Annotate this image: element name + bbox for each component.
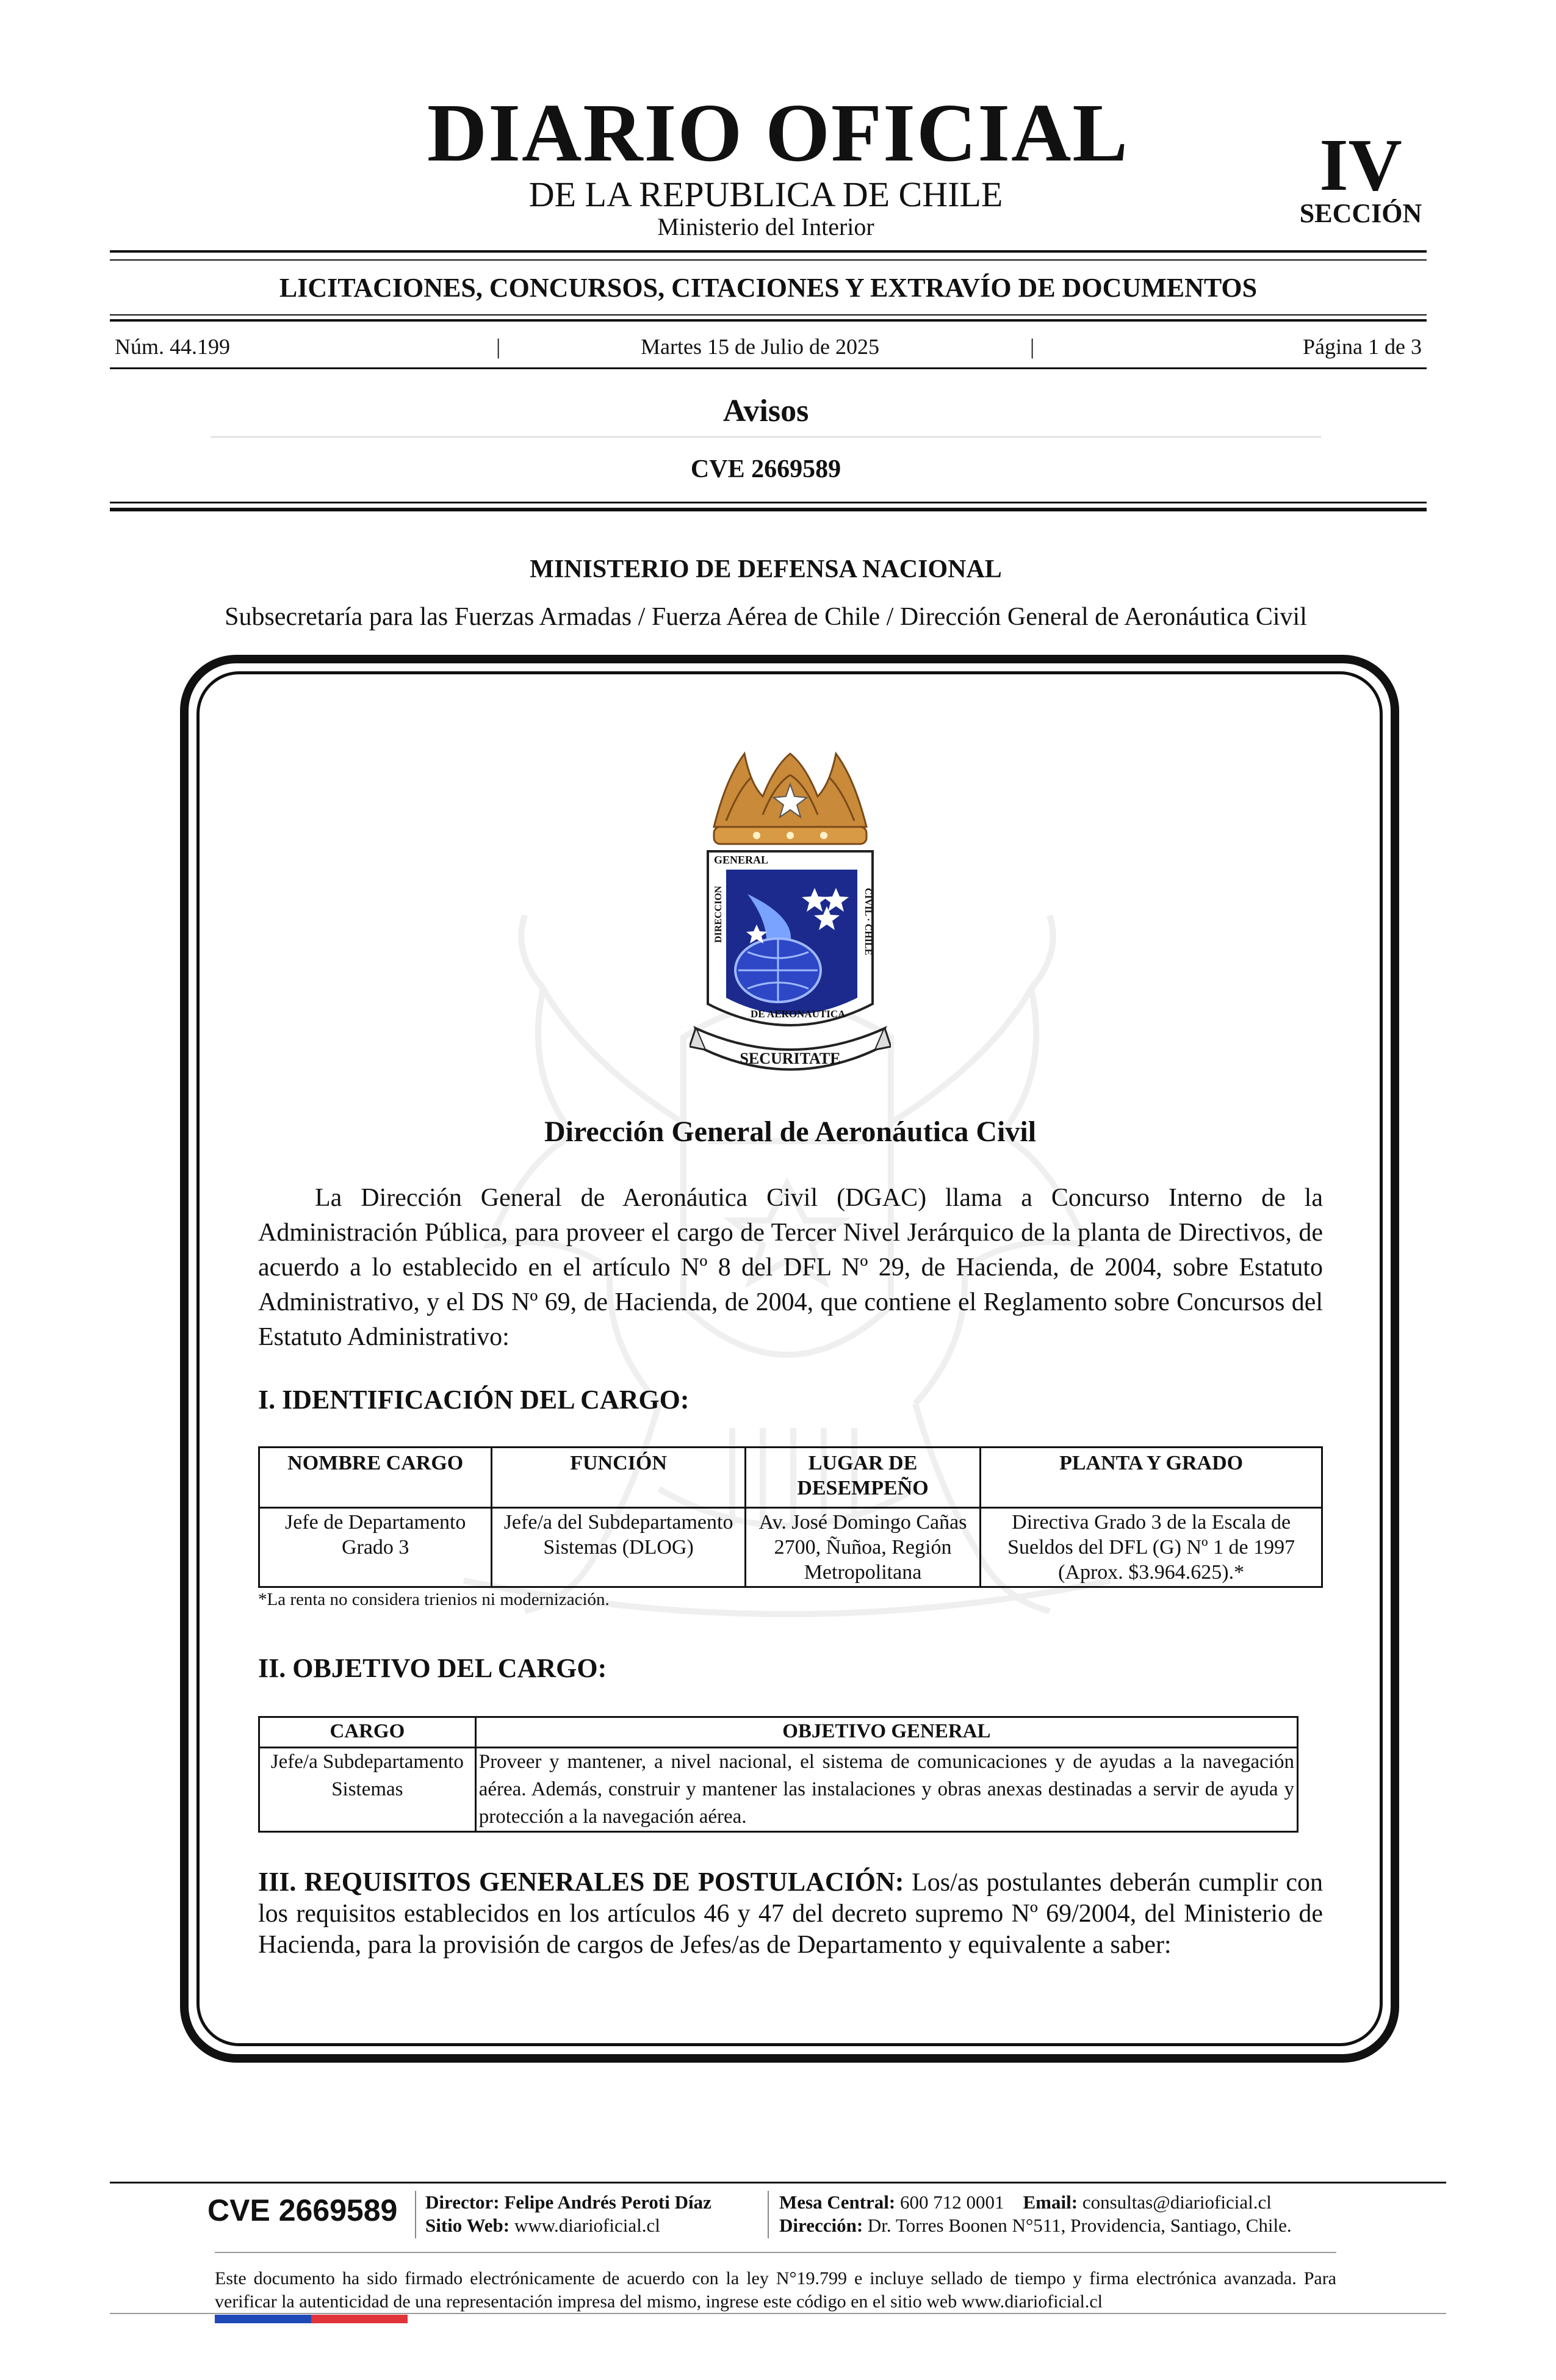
footer-disclaimer: Este documento ha sido firmado electrónicamente de acuerdo con la ley N°19.799 e incluye sellado de tiempo y firma electrónica avanzada. Para verificar la autenticidad de una representación impresa del mismo, ingrese este código en el sitio web www.diarioficial.cl [215, 2268, 1336, 2312]
section3-title: III. REQUISITOS GENERALES DE POSTULACIÓN: [258, 1867, 904, 1897]
footer-rule [110, 2182, 1446, 2183]
mesa-label: Mesa Central: [779, 2191, 896, 2213]
position-identification-table [258, 1446, 1323, 1588]
crown-icon [714, 754, 866, 844]
header-rule-thin [110, 502, 1427, 503]
masthead-rule-thin [110, 259, 1427, 261]
emblem-right-text: CIVIL · CHILE [863, 888, 873, 956]
position-objective-table [258, 1716, 1298, 1833]
footer-divider [415, 2191, 416, 2238]
header-rule-thick [110, 508, 1427, 511]
footer-director-block [425, 2191, 711, 2237]
masthead-ministry: Ministerio del Interior [657, 213, 874, 240]
section-title: LICITACIONES, CONCURSOS, CITACIONES Y EXTRAVÍO DE DOCUMENTOS [279, 273, 1258, 303]
section2-title: II. OBJETIVO DEL CARGO: [258, 1653, 607, 1683]
masthead-subtitle: DE LA REPUBLICA DE CHILE [528, 175, 1003, 214]
table-header: PLANTA Y GRADO [981, 1448, 1322, 1508]
section-rule [110, 319, 1427, 322]
shield-icon [708, 851, 873, 1025]
table-cell: Jefe de Departamento Grado 3 [259, 1508, 492, 1587]
emblem-left-text: DIRECCION [713, 885, 724, 943]
table-header: LUGAR DE DESEMPEÑO [745, 1448, 980, 1508]
site-link[interactable]: www.diarioficial.cl [514, 2215, 660, 2236]
table-footnote: *La renta no considera trienios ni modernización. [258, 1590, 610, 1609]
notice-intro: La Dirección General de Aeronáutica Civil (DGAC) llama a Concurso Interno de la Administración Pública, para proveer el cargo de Tercer Nivel Jerárquico de la planta de Directivos, de acuerdo a lo establecido en el artículo Nº 8 del DFL Nº 29, de Hacienda, de 2004, sobre Estatuto Administrativo, y el DS Nº 69, de Hacienda, de 2004, que contiene el Reglamento sobre Concursos del Estatuto Administrativo: [258, 1184, 1323, 1351]
mesa-phone: 600 712 0001 [900, 2191, 1004, 2213]
info-separator: | [496, 334, 501, 359]
table-row [259, 1508, 1322, 1587]
section-label: SECCIÓN [1299, 198, 1422, 228]
email-link[interactable]: consultas@diarioficial.cl [1082, 2191, 1272, 2213]
table-cell: Proveer y mantener, a nivel nacional, el sistema de comunicaciones y de ayudas a la navegación aérea. Además, construir y mantener las instalaciones y obras anexas destinadas a servir de ayuda y protección a la navegación aérea. [475, 1748, 1297, 1832]
address-label: Dirección: [779, 2215, 863, 2236]
table-cell: Directiva Grado 3 de la Escala de Sueldos del DFL (G) Nº 1 de 1997 (Aprox. $3.964.625).* [981, 1508, 1322, 1587]
section-rule-thin [110, 314, 1427, 316]
masthead-title: DIARIO OFICIAL [427, 87, 1129, 179]
ministry-heading: MINISTERIO DE DEFENSA NACIONAL [530, 555, 1002, 583]
table-header-row [259, 1717, 1298, 1748]
avisos-heading: Avisos [722, 394, 809, 428]
table-cell: Jefe/a del Subdepartamento Sistemas (DLOG) [492, 1508, 745, 1587]
flag-stripe-red [311, 2315, 408, 2323]
footer-contact-block [779, 2191, 1292, 2237]
page-indicator: Página 1 de 3 [1303, 334, 1422, 359]
section1-title: I. IDENTIFICACIÓN DEL CARGO: [258, 1385, 690, 1415]
table-header: OBJETIVO GENERAL [475, 1717, 1297, 1748]
footer-divider [768, 2191, 769, 2238]
dgac-emblem [690, 741, 891, 1083]
site-label: Sitio Web: [425, 2215, 510, 2236]
director-label: Director: [425, 2191, 500, 2213]
table-header: NOMBRE CARGO [259, 1448, 492, 1508]
emblem-bottom-text: DE AERONAUTICA [751, 1008, 846, 1020]
table-cell: Jefe/a Subdepartamento Sistemas [259, 1748, 476, 1832]
director-name: Felipe Andrés Peroti Díaz [504, 2191, 711, 2213]
table-row [259, 1748, 1298, 1832]
section3-text: Los/as postulantes deberán cumplir con los requisitos establecidos en los artículos 46 y 47 del decreto supremo Nº 69/2004, del Ministerio de Hacienda, para la provisión de cargos de Jefes/as de Departamento y equivalente a saber: [258, 1869, 1323, 1959]
notice-title: Dirección General de Aeronáutica Civil [544, 1116, 1037, 1148]
section-number: IV [1319, 124, 1402, 206]
subsecretaria-line: Subsecretaría para las Fuerzas Armadas / Fuerza Aérea de Chile / Dirección General de Aeronáutica Civil [225, 603, 1307, 631]
section3-paragraph [258, 1866, 1323, 1961]
footer-bottom-rule [110, 2313, 1446, 2314]
emblem-ribbon-text: SECURITATE [740, 1050, 841, 1067]
footer-divider-h [215, 2252, 1336, 2253]
address-text: Dr. Torres Boonen N°511, Providencia, Santiago, Chile. [867, 2215, 1292, 2236]
issue-date: Martes 15 de Julio de 2025 [641, 334, 879, 359]
avisos-divider [211, 436, 1321, 438]
flag-stripe-blue [215, 2315, 311, 2323]
table-header: CARGO [259, 1717, 476, 1748]
email-label: Email: [1023, 2191, 1078, 2213]
table-header: FUNCIÓN [492, 1448, 745, 1508]
table-header-row [259, 1448, 1322, 1508]
masthead-rule-top [110, 250, 1427, 253]
emblem-top-text: GENERAL [714, 854, 769, 866]
cve-code: CVE 2669589 [690, 455, 841, 483]
info-rule [110, 367, 1427, 369]
issue-number: Núm. 44.199 [115, 334, 230, 359]
info-separator: | [1030, 334, 1035, 359]
table-cell: Av. José Domingo Cañas 2700, Ñuñoa, Región Metropolitana [745, 1508, 980, 1587]
footer-cve: CVE 2669589 [207, 2193, 398, 2227]
